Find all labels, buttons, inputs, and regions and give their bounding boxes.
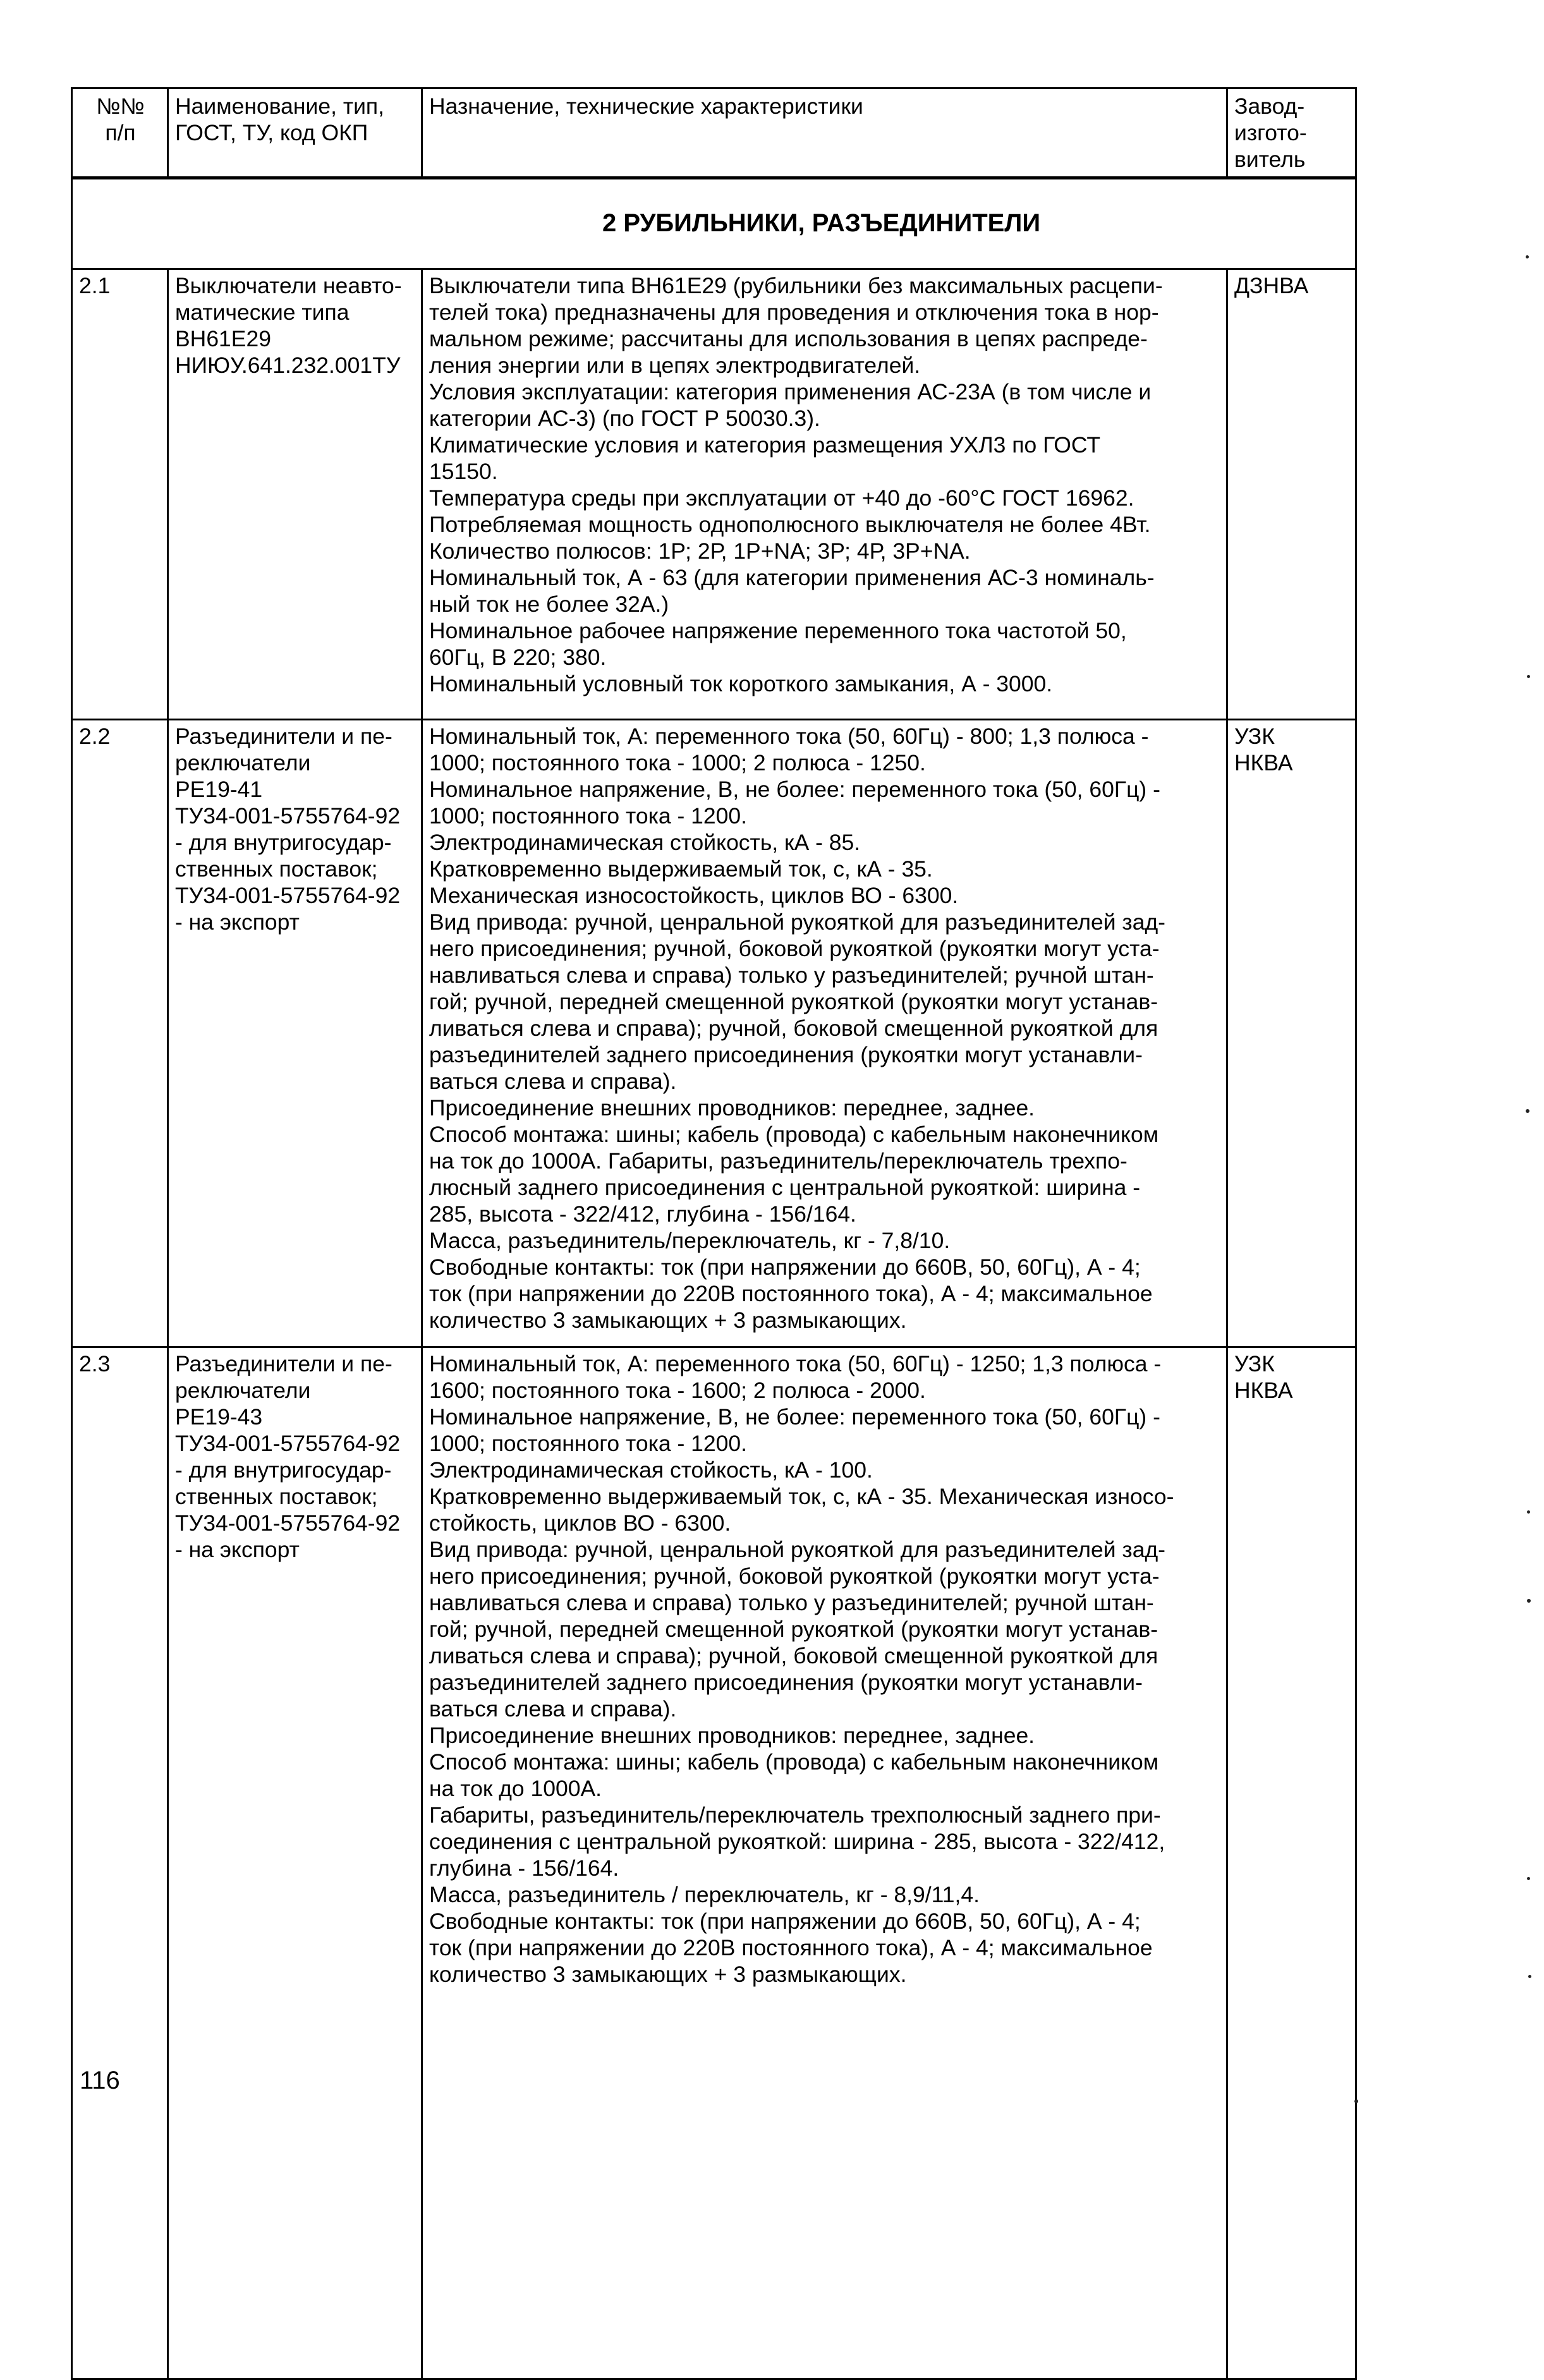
text-line: Номинальный ток, А: переменного тока (50, 60Гц) - 1250; 1,3 полюса - (429, 1351, 1162, 1376)
text-line: Номинальное рабочее напряжение переменного тока частотой 50, (429, 618, 1127, 643)
text-line: п/п (105, 120, 136, 145)
text-line: 1000; постоянного тока - 1200. (429, 1431, 748, 1456)
text-line: Номинальный ток, А: переменного тока (50, 60Гц) - 800; 1,3 полюса - (429, 724, 1149, 749)
text-line: Кратковременно выдерживаемый ток, с, кА - 35. Механическая износо- (429, 1484, 1174, 1509)
scan-speck (1527, 1510, 1530, 1514)
text-line: витель (1234, 147, 1306, 172)
table-header-row (72, 88, 1356, 178)
row-name (168, 720, 422, 1347)
text-line: ВН61Е29 (175, 326, 271, 351)
text-line: навливаться слева и справа) только у разъединителей; ручной штан- (429, 962, 1154, 988)
text-line: НИЮУ.641.232.001ТУ (175, 353, 401, 378)
text-line: Выключатели неавто- (175, 273, 402, 298)
text-line: разъединителей заднего присоединения (рукоятки могут устанавли- (429, 1670, 1143, 1695)
text-line: - для внутригосудар- (175, 1457, 392, 1483)
text-line: Вид привода: ручной, ценральной рукояткой для разъединителей зад- (429, 1537, 1165, 1562)
text-line: Электродинамическая стойкость, кА - 85. (429, 830, 861, 855)
row-number: 2.3 (72, 1347, 168, 2379)
scan-speck (1528, 1975, 1531, 1978)
text-line: люсный заднего присоединения с центральной рукояткой: ширина - (429, 1175, 1141, 1200)
text-line: Масса, разъединитель/переключатель, кг - 7,8/10. (429, 1228, 951, 1253)
text-line: №№ (96, 94, 145, 119)
text-line: Свободные контакты: ток (при напряжении до 660В, 50, 60Гц), А - 4; (429, 1254, 1141, 1280)
scan-speck (1526, 1109, 1529, 1113)
header-number (72, 88, 168, 178)
text-line: Назначение, технические характеристики (429, 94, 863, 119)
section-title: 2 РУБИЛЬНИКИ, РАЗЪЕДИНИТЕЛИ (72, 178, 1356, 269)
text-line: гой; ручной, передней смещенной рукояткой (рукоятки могут устанав- (429, 989, 1158, 1014)
text-line: матические типа (175, 300, 350, 325)
text-line: УЗК (1234, 724, 1275, 749)
text-line: Потребляемая мощность однополюсного выключателя не более 4Вт. (429, 512, 1151, 537)
text-line: Выключатели типа ВН61Е29 (рубильники без максимальных расцепи- (429, 273, 1163, 298)
text-line: Наименование, тип, (175, 94, 384, 119)
row-manufacturer (1227, 269, 1356, 720)
scan-speck (1527, 1599, 1531, 1603)
text-line: УЗК (1234, 1351, 1275, 1376)
row-name (168, 269, 422, 720)
text-line: на ток до 1000А. Габариты, разъединитель/переключатель трехпо- (429, 1148, 1128, 1174)
text-line: ственных поставок; (175, 856, 378, 882)
text-line: Способ монтажа: шины; кабель (провода) с кабельным наконечником (429, 1122, 1159, 1147)
text-line: Номинальное напряжение, В, не более: переменного тока (50, 60Гц) - (429, 1404, 1160, 1430)
text-line: на ток до 1000А. (429, 1776, 602, 1801)
text-line: 1600; постоянного тока - 1600; 2 полюса - 2000. (429, 1378, 926, 1403)
row-description (422, 269, 1227, 720)
text-line: Разъединители и пе- (175, 724, 392, 749)
text-line: Габариты, разъединитель/переключатель трехполюсный заднего при- (429, 1802, 1161, 1828)
text-line: ливаться слева и справа); ручной, боковой смещенной рукояткой для (429, 1643, 1158, 1668)
header-name (168, 88, 422, 178)
page-number: 116 (80, 2067, 120, 2094)
text-line: РЕ19-43 (175, 1404, 263, 1430)
text-line: Свободные контакты: ток (при напряжении до 660В, 50, 60Гц), А - 4; (429, 1909, 1141, 1934)
text-line: Номинальное напряжение, В, не более: переменного тока (50, 60Гц) - (429, 777, 1160, 802)
text-line: 1000; постоянного тока - 1200. (429, 803, 748, 829)
row-number: 2.1 (72, 269, 168, 720)
text-line: Номинальный условный ток короткого замыкания, А - 3000. (429, 671, 1053, 696)
text-line: глубина - 156/164. (429, 1855, 619, 1881)
text-line: Вид привода: ручной, ценральной рукояткой для разъединителей зад- (429, 909, 1165, 935)
text-line: реключатели (175, 750, 311, 775)
scan-speck (1526, 255, 1529, 258)
text-line: стойкость, циклов ВО - 6300. (429, 1510, 731, 1536)
text-line: него присоединения; ручной, боковой рукояткой (рукоятки могут уста- (429, 1563, 1160, 1589)
section-row (72, 178, 1356, 269)
text-line: ливаться слева и справа); ручной, боковой смещенной рукояткой для (429, 1016, 1158, 1041)
row-manufacturer (1227, 720, 1356, 1347)
text-line: ТУ34-001-5755764-92 (175, 803, 401, 829)
text-line: мальном режиме; рассчитаны для использования в цепях распреде- (429, 326, 1148, 351)
text-line: РЕ19-41 (175, 777, 263, 802)
header-manufacturer (1227, 88, 1356, 178)
text-line: ный ток не более 32А.) (429, 592, 669, 617)
row-number: 2.2 (72, 720, 168, 1347)
text-line: Способ монтажа: шины; кабель (провода) с кабельным наконечником (429, 1749, 1159, 1775)
scan-speck (1527, 1877, 1530, 1880)
text-line: изгото- (1234, 120, 1307, 145)
equipment-table (71, 87, 1357, 2380)
text-line: гой; ручной, передней смещенной рукояткой (рукоятки могут устанав- (429, 1617, 1158, 1642)
text-line: НКВА (1234, 750, 1293, 775)
text-line: ваться слева и справа). (429, 1696, 677, 1721)
text-line: ТУ34-001-5755764-92 (175, 883, 401, 908)
text-line: соединения с центральной рукояткой: ширина - 285, высота - 322/412, (429, 1829, 1165, 1854)
text-line: Присоединение внешних проводников: переднее, заднее. (429, 1095, 1035, 1120)
text-line: него присоединения; ручной, боковой рукояткой (рукоятки могут уста- (429, 936, 1160, 961)
text-line: количество 3 замыкающих + 3 размыкающих. (429, 1308, 907, 1333)
text-line: ток (при напряжении до 220В постоянного тока), А - 4; максимальное (429, 1281, 1153, 1306)
text-line: - для внутригосудар- (175, 830, 392, 855)
table-row (72, 1347, 1356, 2379)
text-line: реключатели (175, 1378, 311, 1403)
text-line: ток (при напряжении до 220В постоянного тока), А - 4; максимальное (429, 1935, 1153, 1960)
text-line: ственных поставок; (175, 1484, 378, 1509)
text-line: - на экспорт (175, 1537, 300, 1562)
row-description (422, 720, 1227, 1347)
text-line: 60Гц, В 220; 380. (429, 645, 607, 670)
text-line: Количество полюсов: 1Р; 2Р, 1Р+NA; 3Р; 4Р, 3Р+NA. (429, 538, 971, 564)
text-line: Масса, разъединитель / переключатель, кг - 8,9/11,4. (429, 1882, 980, 1907)
scan-speck (1527, 675, 1530, 678)
row-name (168, 1347, 422, 2379)
text-line: НКВА (1234, 1378, 1293, 1403)
text-line: - на экспорт (175, 909, 300, 935)
text-line: Завод- (1234, 94, 1305, 119)
text-line: Присоединение внешних проводников: переднее, заднее. (429, 1723, 1035, 1748)
row-manufacturer (1227, 1347, 1356, 2379)
text-line: разъединителей заднего присоединения (рукоятки могут устанавли- (429, 1042, 1143, 1067)
text-line: категории АС-3) (по ГОСТ Р 50030.3). (429, 406, 820, 431)
text-line: Кратковременно выдерживаемый ток, с, кА - 35. (429, 856, 933, 882)
text-line: Климатические условия и категория размещения УХЛ3 по ГОСТ (429, 432, 1101, 458)
text-line: телей тока) предназначены для проведения и отключения тока в нор- (429, 300, 1159, 325)
text-line: ТУ34-001-5755764-92 (175, 1431, 401, 1456)
text-line: ГОСТ, ТУ, код ОКП (175, 120, 368, 145)
text-line: 15150. (429, 459, 498, 484)
table-row (72, 269, 1356, 720)
header-purpose (422, 88, 1227, 178)
row-description (422, 1347, 1227, 2379)
text-line: ТУ34-001-5755764-92 (175, 1510, 401, 1536)
scan-speck (1354, 2099, 1358, 2103)
text-line: ления энергии или в цепях электродвигателей. (429, 353, 921, 378)
text-line: Условия эксплуатации: категория применения АС-23А (в том числе и (429, 379, 1152, 404)
text-line: Механическая износостойкость, циклов ВО - 6300. (429, 883, 959, 908)
text-line: 1000; постоянного тока - 1000; 2 полюса - 1250. (429, 750, 926, 775)
table-row (72, 720, 1356, 1347)
text-line: 285, высота - 322/412, глубина - 156/164. (429, 1201, 856, 1227)
text-line: ваться слева и справа). (429, 1069, 677, 1094)
text-line: Температура среды при эксплуатации от +40 до -60°С ГОСТ 16962. (429, 485, 1134, 511)
text-line: количество 3 замыкающих + 3 размыкающих. (429, 1962, 907, 1987)
text-line: Номинальный ток, А - 63 (для категории применения АС-3 номиналь- (429, 565, 1155, 590)
text-line: Разъединители и пе- (175, 1351, 392, 1376)
text-line: ДЗНВА (1234, 273, 1309, 298)
text-line: Электродинамическая стойкость, кА - 100. (429, 1457, 873, 1483)
text-line: навливаться слева и справа) только у разъединителей; ручной штан- (429, 1590, 1154, 1615)
